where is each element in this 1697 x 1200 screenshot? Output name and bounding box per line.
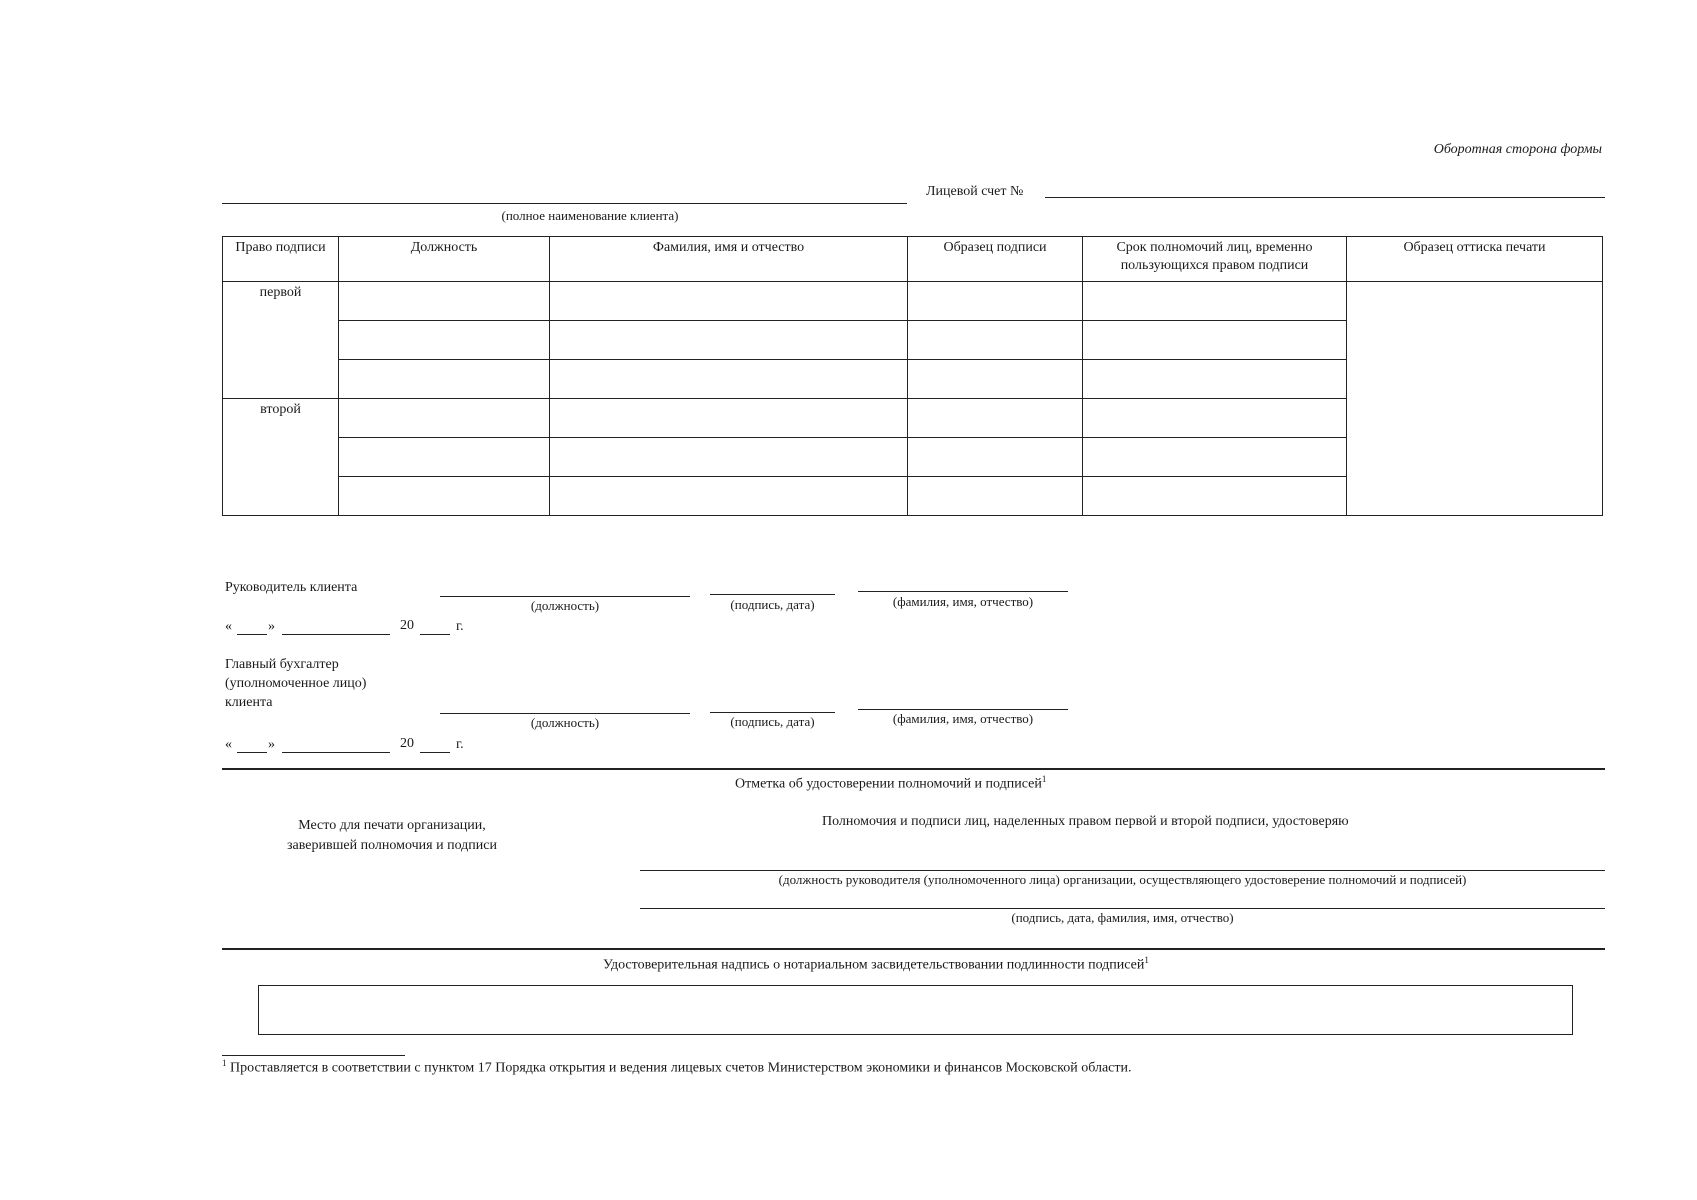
header-position: Должность (339, 237, 550, 282)
table-cell[interactable] (339, 438, 550, 477)
account-number-line[interactable] (1045, 197, 1605, 198)
table-cell[interactable] (1083, 360, 1347, 399)
head-signature-caption: (подпись, дата) (730, 597, 815, 612)
accountant-name-line[interactable] (858, 709, 1068, 710)
accountant-date-year: 20 (400, 736, 414, 751)
table-cell[interactable] (1083, 282, 1347, 321)
table-cell[interactable] (1083, 321, 1347, 360)
stamp-place-line-2: заверившей полномочия и подписи (287, 838, 497, 853)
table-cell[interactable] (908, 282, 1083, 321)
table-cell[interactable] (550, 399, 908, 438)
notary-divider (222, 948, 1605, 950)
header-authority-term: Срок полномочий лиц, временно пользующихся правом подписи (1083, 237, 1347, 282)
accountant-name-caption: (фамилия, имя, отчество) (892, 711, 1034, 726)
table-cell[interactable] (1083, 477, 1347, 516)
accountant-date-open: « (225, 737, 232, 752)
certification-divider (222, 768, 1605, 770)
notary-title-text: Удостоверительная надпись о нотариальном засвидетельствовании подлинности подписей (603, 957, 1145, 973)
table-cell[interactable] (1083, 438, 1347, 477)
signature-table (222, 236, 1603, 516)
table-cell[interactable] (550, 282, 908, 321)
notary-footnote-mark: 1 (1144, 955, 1149, 965)
head-position-caption: (должность) (530, 598, 600, 613)
table-cell[interactable] (550, 438, 908, 477)
head-date-year-line[interactable] (420, 634, 450, 635)
official-position-caption: (должность руководителя (уполномоченного лица) организации, осуществляющего удостоверение полномочий и подписей) (778, 872, 1467, 887)
notary-title (603, 955, 1149, 974)
head-label: Руководитель клиента (225, 580, 358, 595)
footnote (222, 1058, 1132, 1077)
stamp-place-line-1: Место для печати организации, (298, 818, 486, 833)
table-cell[interactable] (339, 477, 550, 516)
accountant-label-3: клиента (225, 695, 273, 710)
head-date-month-line[interactable] (282, 634, 390, 635)
table-cell[interactable] (550, 360, 908, 399)
accountant-position-caption: (должность) (530, 715, 600, 730)
certification-footnote-mark: 1 (1041, 774, 1047, 784)
certification-title-text: Отметка об удостоверении полномочий и подписей (735, 776, 1042, 792)
header-signing-right: Право подписи (223, 237, 339, 282)
form-side-label: Оборотная сторона формы (1433, 142, 1602, 157)
stamp-sample-cell[interactable] (1347, 282, 1603, 516)
footnote-text: Проставляется в соответствии с пунктом 17 Порядка открытия и ведения лицевых счетов Министерством экономики и финансов Московской области. (230, 1060, 1132, 1076)
official-signature-line[interactable] (640, 908, 1605, 909)
table-row (223, 282, 1603, 321)
header-full-name: Фамилия, имя и отчество (550, 237, 908, 282)
table-cell[interactable] (339, 282, 550, 321)
accountant-position-line[interactable] (440, 713, 690, 714)
footnote-separator (222, 1055, 405, 1056)
head-date-open: « (225, 619, 232, 634)
table-header-row (223, 237, 1603, 282)
client-name-caption: (полное наименование клиента) (501, 208, 679, 223)
table-cell[interactable] (908, 321, 1083, 360)
official-position-line[interactable] (640, 870, 1605, 871)
table-cell[interactable] (550, 477, 908, 516)
accountant-signature-line[interactable] (710, 712, 835, 713)
head-position-line[interactable] (440, 596, 690, 597)
footnote-mark: 1 (222, 1058, 227, 1068)
accountant-date-suffix: г. (456, 737, 464, 752)
table-cell[interactable] (908, 477, 1083, 516)
table-cell[interactable] (908, 438, 1083, 477)
table-cell[interactable] (339, 399, 550, 438)
notary-inscription-box[interactable] (258, 985, 1573, 1035)
head-name-line[interactable] (858, 591, 1068, 592)
accountant-date-close: » (268, 737, 275, 752)
accountant-date-day-line[interactable] (237, 752, 267, 753)
head-date-year: 20 (400, 618, 414, 633)
table-cell[interactable] (908, 360, 1083, 399)
table-cell[interactable] (550, 321, 908, 360)
accountant-date-month-line[interactable] (282, 752, 390, 753)
accountant-signature-caption: (подпись, дата) (730, 714, 815, 729)
header-stamp-sample: Образец оттиска печати (1347, 237, 1603, 282)
table-cell[interactable] (908, 399, 1083, 438)
table-cell[interactable] (339, 360, 550, 399)
accountant-date-year-line[interactable] (420, 752, 450, 753)
header-signature-sample: Образец подписи (908, 237, 1083, 282)
first-signature-label: первой (223, 282, 339, 399)
head-signature-line[interactable] (710, 594, 835, 595)
certification-title (735, 774, 1046, 793)
client-name-line[interactable] (222, 203, 907, 204)
table-cell[interactable] (339, 321, 550, 360)
head-date-day-line[interactable] (237, 634, 267, 635)
account-label: Лицевой счет № (926, 184, 1024, 199)
second-signature-label: второй (223, 399, 339, 516)
head-date-suffix: г. (456, 619, 464, 634)
head-date-close: » (268, 619, 275, 634)
certification-statement: Полномочия и подписи лиц, наделенных правом первой и второй подписи, удостоверяю (822, 814, 1349, 829)
official-signature-caption: (подпись, дата, фамилия, имя, отчество) (1011, 910, 1234, 925)
accountant-label-2: (уполномоченное лицо) (225, 676, 367, 691)
table-cell[interactable] (1083, 399, 1347, 438)
head-name-caption: (фамилия, имя, отчество) (892, 594, 1034, 609)
accountant-label-1: Главный бухгалтер (225, 657, 339, 672)
